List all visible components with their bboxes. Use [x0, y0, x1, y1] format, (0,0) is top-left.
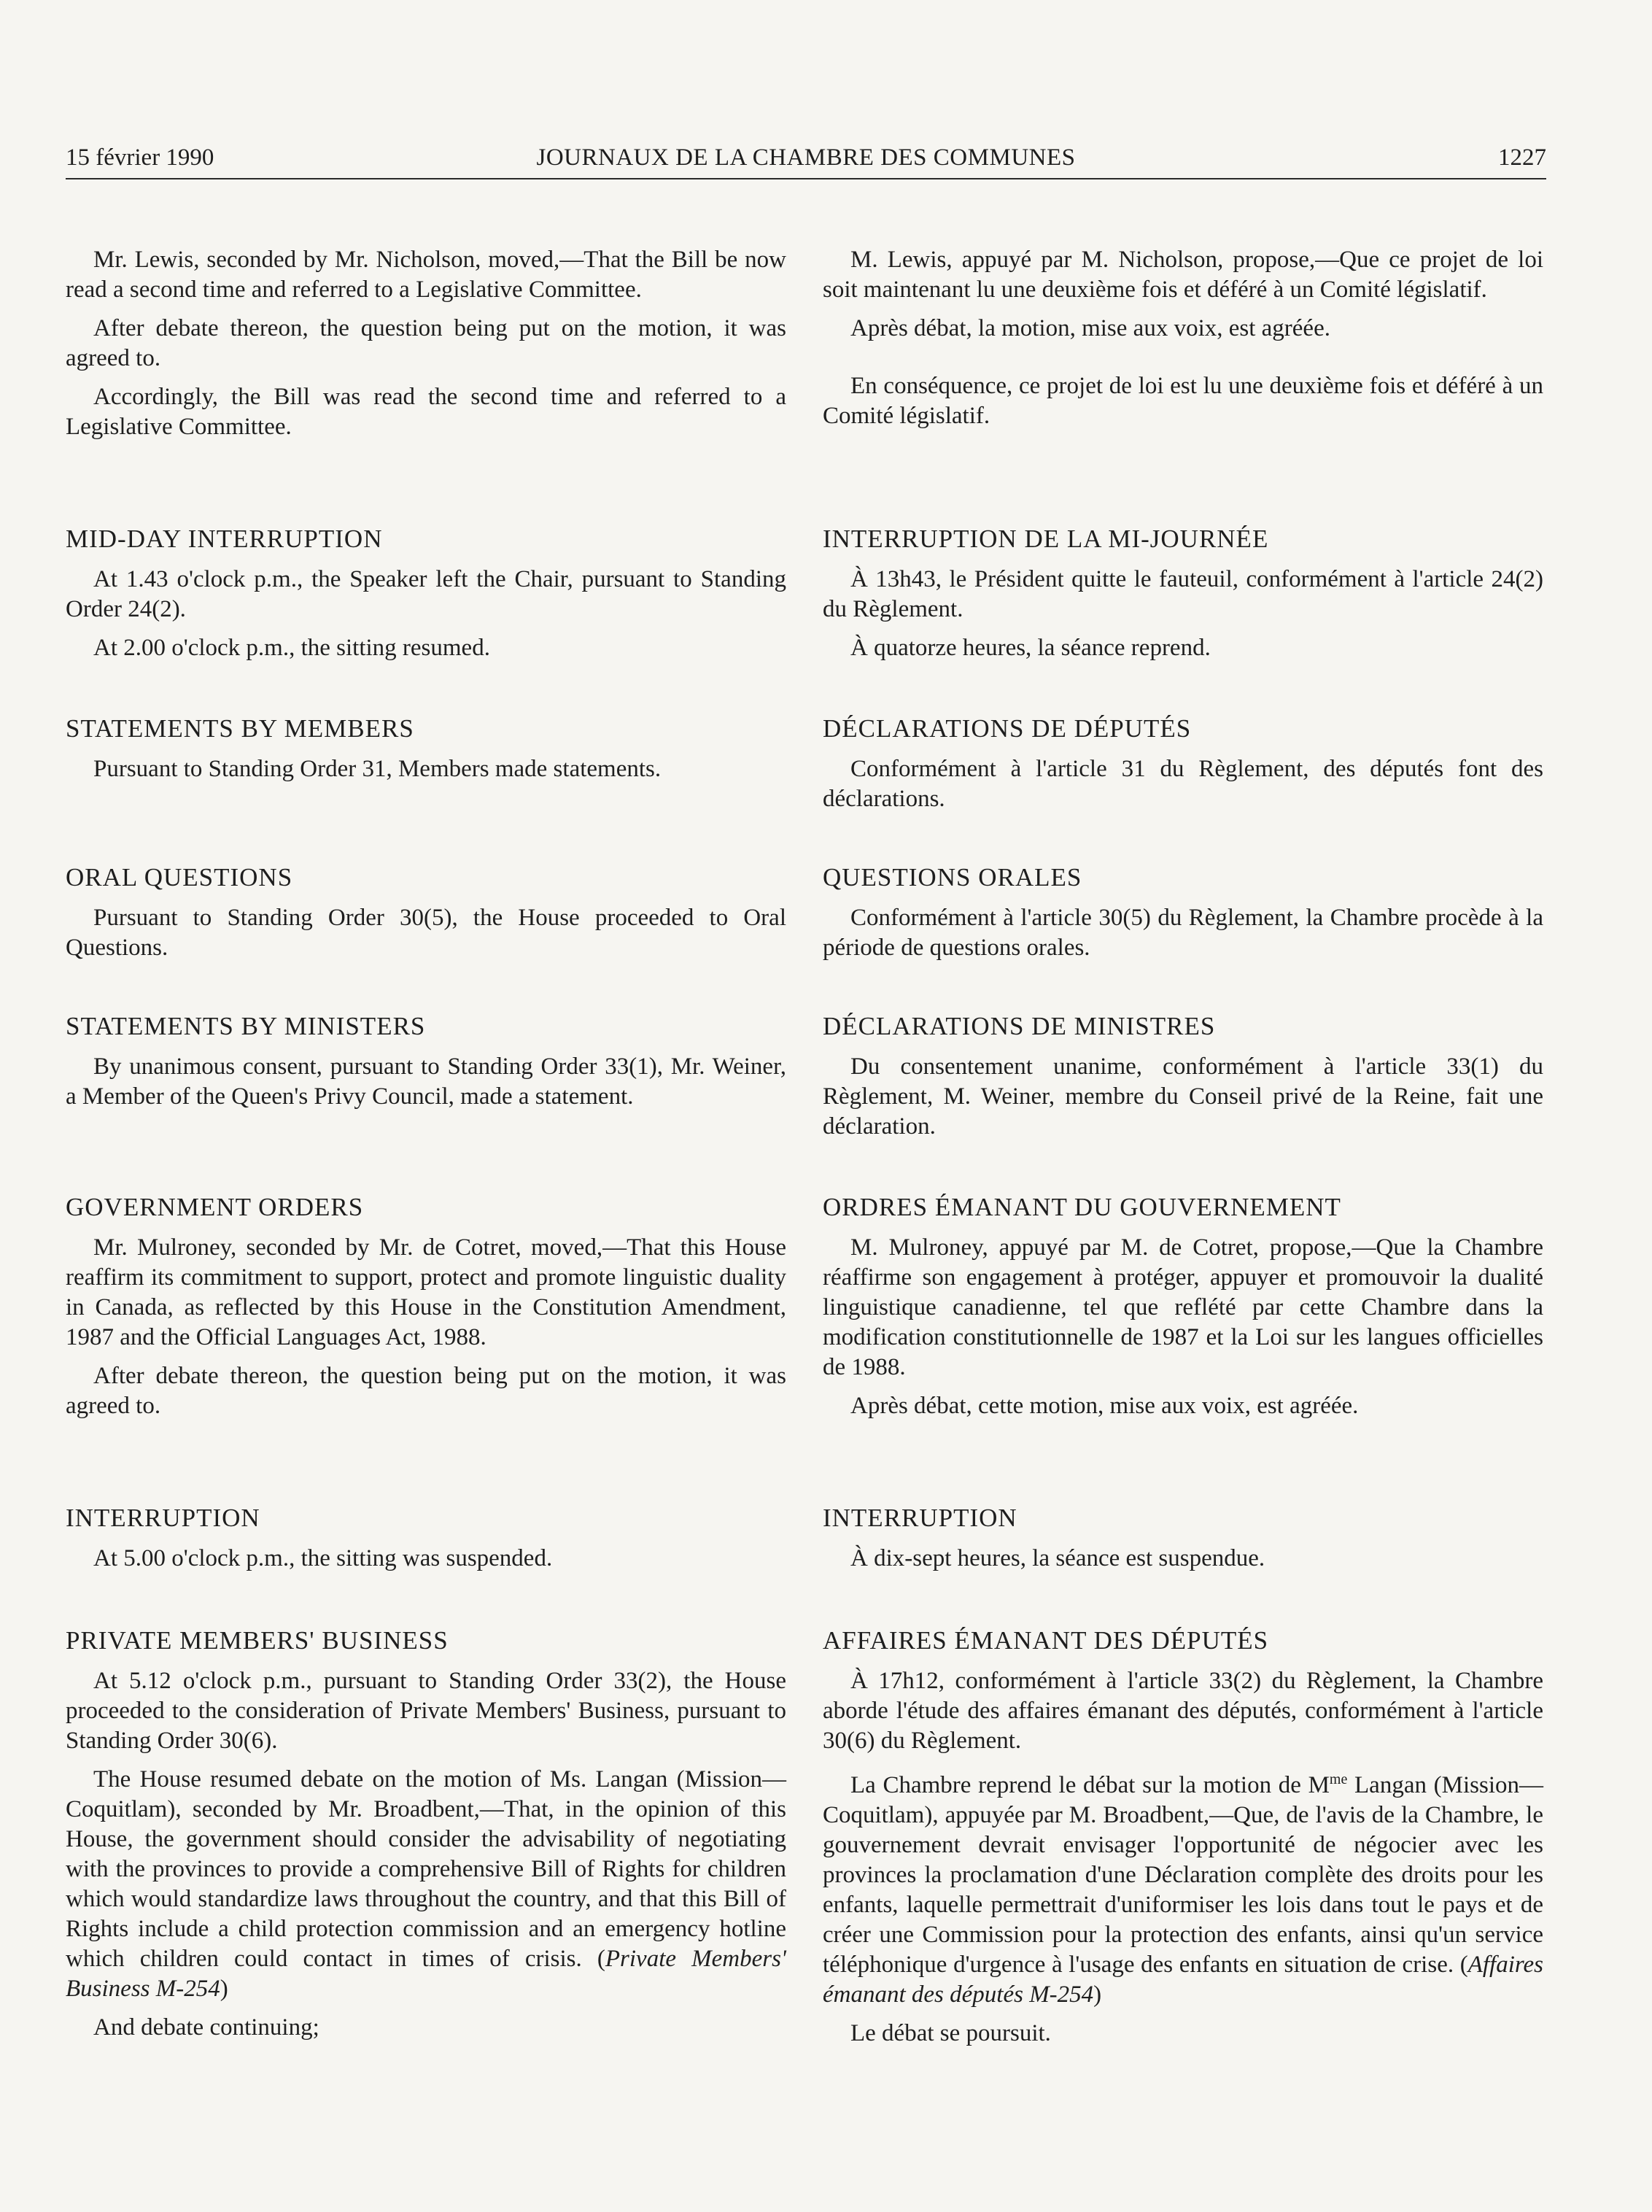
paragraph: Mr. Lewis, seconded by Mr. Nicholson, moved,—That the Bill be now read a second time and referred to a Legislative Committee. — [66, 247, 786, 303]
intro-section-fr — [823, 245, 1543, 440]
reference-italic: Affaires émanant des députés M-254 — [823, 1952, 1543, 2008]
superscript: me — [1329, 1771, 1348, 1787]
paragraph: À dix-sept heures, la séance est suspendue. — [850, 1545, 1265, 1571]
section-heading: GOVERNMENT ORDERS — [66, 1193, 364, 1221]
section-heading: MID-DAY INTERRUPTION — [66, 525, 383, 553]
midday-section-fr — [823, 524, 1543, 672]
section-heading: DÉCLARATIONS DE MINISTRES — [823, 1012, 1216, 1040]
section-heading: AFFAIRES ÉMANANT DES DÉPUTÉS — [823, 1626, 1269, 1655]
paragraph: Après débat, cette motion, mise aux voix, est agréée. — [850, 1393, 1359, 1419]
section-heading: DÉCLARATIONS DE DÉPUTÉS — [823, 714, 1192, 743]
intro-section — [66, 245, 786, 451]
paragraph: M. Lewis, appuyé par M. Nicholson, propose,—Que ce projet de loi soit maintenant lu une deuxième fois et déféré à un Comité législatif. — [823, 247, 1543, 303]
paragraph: By unanimous consent, pursuant to Standing Order 33(1), Mr. Weiner, a Member of the Queen's Privy Council, made a statement. — [66, 1053, 786, 1110]
paragraph-text: The House resumed debate on the motion of Ms. Langan (Mission—Coquitlam), seconded by Mr. Broadbent,—That, in the opinion of this House, the government should consider the advisability of negotiating with the provinces to provide a comprehensive Bill of Rights for children which would standardize laws throughout the country, and that this Bill of Rights include a child protection commission and an emergency hotline which children could contact in times of crisis. ( — [66, 1766, 786, 1972]
section-heading: STATEMENTS BY MINISTERS — [66, 1012, 426, 1040]
paragraph-text: Langan (Mission—Coquitlam), appuyée par M. Broadbent,—Que, de l'avis de la Chambre, le gouvernement devrait envisager l'opportunité de négocier avec les provinces la proclamation d'une Déclaration complète des droits pour les enfants, laquelle permettrait d'uniformiser les lois dans tout le pays et de créer une Commission pour la protection des enfants, ainsi qu'un service téléphonique d'urgence à l'usage des enfants en situation de crise. ( — [823, 1772, 1543, 1978]
interruption-section — [66, 1503, 786, 1582]
statements-members-section — [66, 714, 786, 793]
interruption-section-fr — [823, 1503, 1543, 1582]
statements-ministers-section — [66, 1011, 786, 1121]
statements-ministers-section-fr — [823, 1011, 1543, 1151]
private-members-section — [66, 1625, 786, 2051]
oral-questions-section — [66, 862, 786, 972]
paragraph — [66, 1765, 786, 2004]
paragraph: And debate continuing; — [93, 2014, 319, 2041]
paragraph: M. Mulroney, appuyé par M. de Cotret, propose,—Que la Chambre réaffirme son engagement à protéger, appuyer et promouvoir la dualité linguistique canadienne, tel que reflété par cette Chambre dans la modification constitutionnelle de 1987 et la Loi sur les langues officielles de 1988. — [823, 1234, 1543, 1380]
paragraph: After debate thereon, the question being put on the motion, it was agreed to. — [66, 315, 786, 371]
section-heading: QUESTIONS ORALES — [823, 863, 1082, 892]
section-heading: INTERRUPTION DE LA MI-JOURNÉE — [823, 525, 1269, 553]
section-heading: ORDRES ÉMANANT DU GOUVERNEMENT — [823, 1193, 1341, 1221]
paragraph: At 2.00 o'clock p.m., the sitting resumed. — [93, 635, 490, 661]
paragraph-text-end: ) — [1093, 1981, 1102, 2008]
paragraph: À 13h43, le Président quitte le fauteuil, conformément à l'article 24(2) du Règlement. — [823, 566, 1543, 622]
paragraph-text-start: La Chambre reprend le débat sur la motion de M — [850, 1772, 1330, 1798]
government-orders-section — [66, 1192, 786, 1430]
section-heading: INTERRUPTION — [66, 1504, 260, 1532]
header-date: 15 février 1990 — [66, 144, 214, 171]
paragraph: Du consentement unanime, conformément à l'article 33(1) du Règlement, M. Weiner, membre du Conseil privé de la Reine, fait une déclaration. — [823, 1053, 1543, 1140]
paragraph: At 1.43 o'clock p.m., the Speaker left the Chair, pursuant to Standing Order 24(2). — [66, 566, 786, 622]
statements-members-section-fr — [823, 714, 1543, 823]
paragraph: Accordingly, the Bill was read the second time and referred to a Legislative Committee. — [66, 384, 786, 440]
paragraph-text-end: ) — [220, 1976, 228, 2002]
paragraph — [823, 1765, 1543, 2010]
header-page-number: 1227 — [1498, 144, 1546, 171]
midday-section — [66, 524, 786, 672]
paragraph: À quatorze heures, la séance reprend. — [850, 635, 1211, 661]
paragraph: Pursuant to Standing Order 30(5), the House proceeded to Oral Questions. — [66, 905, 786, 961]
header-title: JOURNAUX DE LA CHAMBRE DES COMMUNES — [536, 144, 1076, 171]
section-heading: INTERRUPTION — [823, 1504, 1017, 1532]
paragraph: Après débat, la motion, mise aux voix, est agréée. — [850, 315, 1330, 341]
paragraph: At 5.12 o'clock p.m., pursuant to Standing Order 33(2), the House proceeded to the consideration of Private Members' Business, pursuant to Standing Order 30(6). — [66, 1668, 786, 1754]
paragraph: Mr. Mulroney, seconded by Mr. de Cotret, moved,—That this House reaffirm its commitment to support, protect and promote linguistic duality in Canada, as reflected by this House in the Constitution Amendment, 1987 and the Official Languages Act, 1988. — [66, 1234, 786, 1350]
section-heading: PRIVATE MEMBERS' BUSINESS — [66, 1626, 449, 1655]
reference-italic: Private Members' Business M-254 — [66, 1946, 786, 2002]
government-orders-section-fr — [823, 1192, 1543, 1430]
paragraph: At 5.00 o'clock p.m., the sitting was suspended. — [93, 1545, 553, 1571]
section-heading: STATEMENTS BY MEMBERS — [66, 714, 414, 743]
oral-questions-section-fr — [823, 862, 1543, 972]
paragraph: Conformément à l'article 31 du Règlement, des députés font des déclarations. — [823, 756, 1543, 812]
paragraph: Pursuant to Standing Order 31, Members made statements. — [93, 756, 662, 782]
section-heading: ORAL QUESTIONS — [66, 863, 293, 892]
page-header — [66, 143, 1546, 179]
paragraph: Conformément à l'article 30(5) du Règlement, la Chambre procède à la période de questions orales. — [823, 905, 1543, 961]
paragraph: Le débat se poursuit. — [850, 2020, 1051, 2046]
paragraph: After debate thereon, the question being put on the motion, it was agreed to. — [66, 1363, 786, 1419]
paragraph: En conséquence, ce projet de loi est lu une deuxième fois et déféré à un Comité législatif. — [823, 373, 1543, 429]
paragraph: À 17h12, conformément à l'article 33(2) du Règlement, la Chambre aborde l'étude des affaires émanant des députés, conformément à l'article 30(6) du Règlement. — [823, 1668, 1543, 1754]
private-members-section-fr — [823, 1625, 1543, 2057]
